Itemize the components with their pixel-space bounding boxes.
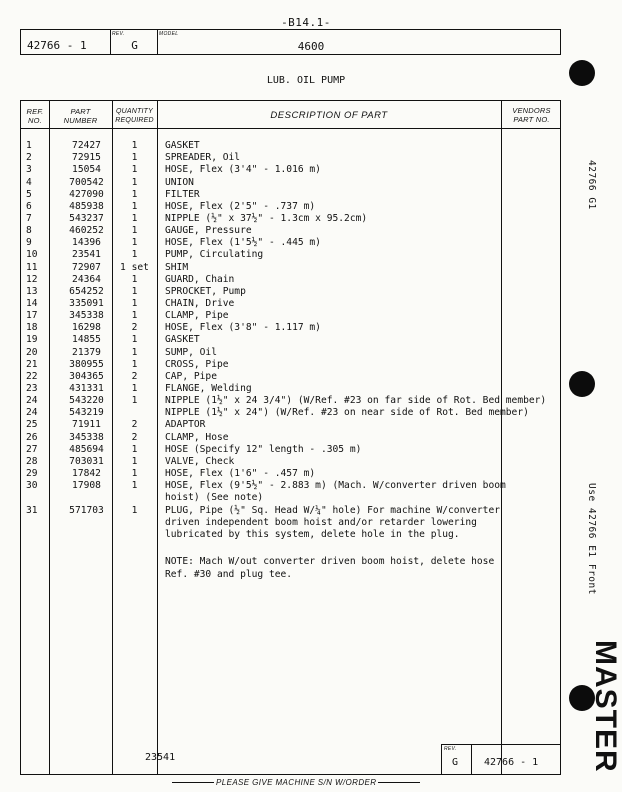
part-number: 72427 bbox=[72, 140, 101, 151]
header-rev-label: REV. bbox=[112, 31, 125, 37]
ref-no: 13 bbox=[26, 285, 38, 297]
quantity: 1 bbox=[131, 188, 138, 200]
description: UNION bbox=[165, 176, 194, 188]
part-number: 460252 bbox=[69, 225, 104, 236]
quantity: 1 bbox=[131, 310, 138, 322]
part-number: 654252 bbox=[69, 285, 104, 297]
part-number: 72915 bbox=[72, 152, 101, 164]
note-line: Ref. #30 and plug tee. bbox=[165, 569, 293, 580]
quantity-required-header: QUANTITY REQUIRED bbox=[115, 108, 154, 124]
ref-no: 6 bbox=[26, 200, 32, 212]
divider bbox=[157, 30, 158, 54]
ref-no: 10 bbox=[26, 249, 38, 261]
description: NIPPLE (½" x 37½" - 1.3cm x 95.2cm) bbox=[165, 212, 368, 224]
description: SPREADER, Oil bbox=[165, 152, 241, 164]
footer-part-number: 42766 - 1 bbox=[484, 757, 539, 768]
part-number: 571703 bbox=[69, 504, 104, 516]
ref-no: 22 bbox=[26, 370, 38, 382]
quantity: 1 bbox=[131, 140, 138, 151]
ref-no: 14 bbox=[26, 298, 38, 309]
ref-no: 25 bbox=[26, 419, 38, 431]
quantity: 1 set bbox=[120, 261, 149, 273]
quantity: 1 bbox=[131, 200, 138, 212]
part-number: 380955 bbox=[69, 358, 104, 370]
part-number: 17908 bbox=[72, 480, 101, 492]
description: lubricated by this system, delete hole in the plug. bbox=[165, 528, 460, 540]
ref-no: 24 bbox=[26, 407, 38, 419]
part-number: 14855 bbox=[72, 334, 101, 346]
ref-no: 18 bbox=[26, 322, 38, 334]
note bbox=[165, 555, 494, 581]
header-rev: G bbox=[131, 39, 138, 52]
part-number: 427090 bbox=[69, 188, 104, 200]
quantity: 1 bbox=[131, 480, 138, 492]
part-number: 24364 bbox=[72, 273, 101, 285]
description: CAP, Pipe bbox=[165, 370, 217, 382]
column-divider bbox=[501, 101, 502, 774]
ref-no: 20 bbox=[26, 346, 38, 358]
description: NIPPLE (1½" x 24") (W/Ref. #23 on near side of Rot. Bed member) bbox=[165, 407, 529, 419]
ref-no: 24 bbox=[26, 395, 38, 407]
header-box bbox=[20, 29, 561, 55]
quantity: 2 bbox=[131, 431, 138, 443]
description: GASKET bbox=[165, 140, 200, 151]
margin-code: 42766 G1 bbox=[586, 160, 597, 210]
quantity: 2 bbox=[131, 370, 138, 382]
description: SUMP, Oil bbox=[165, 346, 217, 358]
description: HOSE, Flex (3'8" - 1.117 m) bbox=[165, 322, 321, 334]
quantity: 1 bbox=[131, 358, 138, 370]
quantity: 1 bbox=[131, 383, 138, 394]
description: ADAPTOR bbox=[165, 419, 206, 431]
description: FLANGE, Welding bbox=[165, 383, 252, 394]
description: HOSE, Flex (1'5½" - .445 m) bbox=[165, 237, 321, 249]
description: GUARD, Chain bbox=[165, 273, 235, 285]
ref-no: 1 bbox=[26, 140, 32, 151]
part-number: 345338 bbox=[69, 431, 104, 443]
ref-no: 30 bbox=[26, 480, 38, 492]
description: CHAIN, Drive bbox=[165, 298, 235, 309]
ref-no: 29 bbox=[26, 468, 38, 480]
quantity: 1 bbox=[131, 285, 138, 297]
ref-no: 11 bbox=[26, 261, 38, 273]
header-part-number: 42766 - 1 bbox=[27, 39, 87, 52]
quantity: 1 bbox=[131, 225, 138, 236]
footer-reference: 23541 bbox=[145, 752, 176, 763]
divider bbox=[110, 30, 111, 54]
description-header: DESCRIPTION OF PART bbox=[270, 110, 388, 121]
description: HOSE, Flex (2'5" - .737 m) bbox=[165, 200, 316, 212]
footer-rev-label: REV. bbox=[444, 746, 457, 752]
column-divider bbox=[157, 101, 158, 774]
ref-no: 12 bbox=[26, 273, 38, 285]
ref-no: 21 bbox=[26, 358, 38, 370]
part-number: 23541 bbox=[72, 249, 101, 261]
ref-no: 23 bbox=[26, 383, 38, 394]
part-number: 16298 bbox=[72, 322, 101, 334]
quantity: 1 bbox=[131, 152, 138, 164]
ref-no: 7 bbox=[26, 212, 32, 224]
description: hoist) (See note) bbox=[165, 492, 264, 504]
ref-no-header: REF. NO. bbox=[26, 107, 44, 125]
part-number: 17842 bbox=[72, 468, 101, 480]
description: CROSS, Pipe bbox=[165, 358, 229, 370]
quantity: 1 bbox=[131, 395, 138, 407]
quantity: 1 bbox=[131, 346, 138, 358]
note-line: NOTE: Mach W/out converter driven boom hoist, delete hose bbox=[165, 556, 495, 567]
margin-use-note: Use 42766 E1 Front bbox=[586, 483, 597, 595]
part-number: 21379 bbox=[72, 346, 101, 358]
header-model-label: MODEL bbox=[159, 31, 179, 37]
description: CLAMP, Pipe bbox=[165, 310, 229, 322]
quantity: 2 bbox=[131, 322, 138, 334]
quantity: 1 bbox=[131, 212, 138, 224]
part-number: 543219 bbox=[69, 407, 104, 419]
quantity: 1 bbox=[131, 468, 138, 480]
ref-no: 31 bbox=[26, 504, 38, 516]
part-number: 15054 bbox=[72, 164, 101, 176]
part-number: 703031 bbox=[69, 455, 104, 467]
quantity: 1 bbox=[131, 443, 138, 455]
description: HOSE, Flex (9'5½" - 2.883 m) (Mach. W/converter driven boom bbox=[165, 480, 506, 492]
description: NIPPLE (1½" x 24 3/4") (W/Ref. #23 on far side of Rot. Bed member) bbox=[165, 395, 547, 407]
description: GASKET bbox=[165, 334, 200, 346]
part-number: 543237 bbox=[69, 212, 104, 224]
quantity: 1 bbox=[131, 504, 138, 516]
quantity: 1 bbox=[131, 237, 138, 249]
description: PUMP, Circulating bbox=[165, 249, 264, 261]
ref-no: 8 bbox=[26, 225, 32, 236]
description: HOSE, Flex (1'6" - .457 m) bbox=[165, 468, 316, 480]
ref-no: 26 bbox=[26, 431, 38, 443]
part-number: 485694 bbox=[69, 443, 104, 455]
binder-hole bbox=[569, 371, 595, 397]
part-number: 431331 bbox=[69, 383, 104, 394]
part-number-header: PART NUMBER bbox=[63, 107, 98, 125]
footer-instruction: PLEASE GIVE MACHINE S/N W/ORDER bbox=[170, 778, 422, 787]
part-number: 71911 bbox=[72, 419, 101, 431]
binder-hole bbox=[569, 60, 595, 86]
part-number: 345338 bbox=[69, 310, 104, 322]
ref-no: 2 bbox=[26, 152, 32, 164]
description: HOSE (Specify 12" length - .305 m) bbox=[165, 443, 362, 455]
page-title: LUB. OIL PUMP bbox=[266, 75, 346, 86]
quantity: 1 bbox=[131, 455, 138, 467]
description: CLAMP, Hose bbox=[165, 431, 229, 443]
part-number: 14396 bbox=[72, 237, 101, 249]
part-number: 543220 bbox=[69, 395, 104, 407]
ref-no: 17 bbox=[26, 310, 38, 322]
vendors-part-no-header: VENDORS PART NO. bbox=[512, 106, 551, 124]
ref-no: 19 bbox=[26, 334, 38, 346]
footer-rev: G bbox=[451, 757, 459, 768]
description: PLUG, Pipe (½" Sq. Head W/¼" hole) For machine W/converter bbox=[165, 504, 501, 516]
description: GAUGE, Pressure bbox=[165, 225, 252, 236]
master-stamp: MASTER bbox=[589, 640, 622, 773]
description: driven independent boom hoist and/or retarder lowering bbox=[165, 516, 477, 528]
header-model: 4600 bbox=[297, 40, 325, 53]
ref-no: 3 bbox=[26, 164, 32, 176]
ref-no: 9 bbox=[26, 237, 32, 249]
ref-no: 4 bbox=[26, 176, 32, 188]
description: SHIM bbox=[165, 261, 189, 273]
description: HOSE, Flex (3'4" - 1.016 m) bbox=[165, 164, 321, 176]
description: VALVE, Check bbox=[165, 455, 235, 467]
quantity: 1 bbox=[131, 273, 138, 285]
part-number: 485938 bbox=[69, 200, 104, 212]
ref-no: 5 bbox=[26, 188, 32, 200]
quantity: 1 bbox=[131, 334, 138, 346]
quantity: 1 bbox=[131, 249, 138, 261]
description: SPROCKET, Pump bbox=[165, 285, 246, 297]
parts-table bbox=[20, 100, 561, 775]
quantity: 1 bbox=[131, 176, 138, 188]
part-number: 304365 bbox=[69, 370, 104, 382]
quantity: 1 bbox=[131, 298, 138, 309]
page-number: -B14.1- bbox=[281, 16, 331, 29]
part-number: 335091 bbox=[69, 298, 104, 309]
ref-no: 28 bbox=[26, 455, 38, 467]
part-number: 72907 bbox=[72, 261, 101, 273]
part-number: 700542 bbox=[69, 176, 104, 188]
description: FILTER bbox=[165, 188, 200, 200]
header-rule bbox=[21, 128, 560, 129]
quantity: 2 bbox=[131, 419, 138, 431]
quantity: 1 bbox=[131, 164, 138, 176]
ref-no: 27 bbox=[26, 443, 38, 455]
